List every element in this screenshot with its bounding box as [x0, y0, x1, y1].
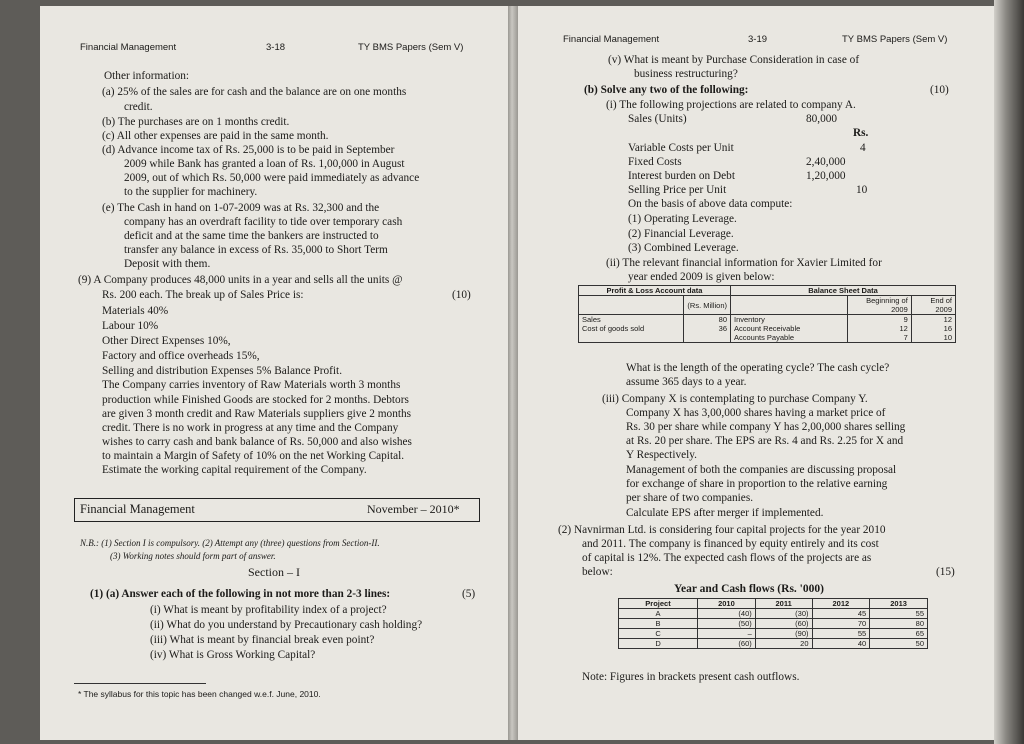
text-line: (b) Solve any two of the following: — [584, 84, 749, 96]
cashflow-cell: – — [698, 629, 756, 639]
page-header-title: Financial Management — [563, 34, 660, 45]
table-row — [619, 639, 928, 649]
page-number: 3-18 — [266, 42, 286, 53]
cashflow-header-cell: Project — [619, 599, 698, 609]
text-line: (ii) The relevant financial information for Xavier Limited for — [606, 257, 882, 269]
text-line: Selling and distribution Expenses 5% Balance Profit. — [102, 365, 343, 377]
text-line: at Rs. 20 per share. The EPS are Rs. 4 and Rs. 2.25 for X and — [626, 435, 904, 447]
cashflow-cell: B — [619, 619, 698, 629]
exam-subject: Financial Management — [80, 502, 195, 516]
text-line: (c) All other expenses are paid in the same month. — [102, 130, 329, 142]
cashflow-cell: 50 — [870, 639, 928, 649]
text-line: Factory and office overheads 15%, — [102, 350, 260, 362]
page-number: 3-19 — [748, 34, 768, 45]
table-row — [619, 619, 928, 629]
bs-value: 10 — [943, 333, 952, 342]
text-line: (2) Financial Leverage. — [628, 228, 734, 240]
page-header-series: TY BMS Papers (Sem V) — [358, 42, 464, 53]
text-line: (b) The purchases are on 1 months credit. — [102, 116, 290, 128]
text-line: Sales (Units) — [628, 113, 687, 125]
footnote: * The syllabus for this topic has been changed w.e.f. June, 2010. — [78, 689, 321, 699]
text-line: The Company carries inventory of Raw Materials worth 3 months — [102, 379, 401, 391]
text-line: (9) A Company produces 48,000 units in a year and sells all the units @ — [78, 274, 403, 286]
marks-q9: (10) — [452, 289, 471, 301]
cashflow-cell: 55 — [812, 629, 870, 639]
cashflow-cell: 80 — [870, 619, 928, 629]
text-line: credit. — [124, 101, 153, 113]
cashflow-cell: 20 — [755, 639, 812, 649]
text-line: Deposit with them. — [124, 258, 211, 270]
cashflow-table — [618, 598, 928, 649]
text-line: Materials 40% — [102, 305, 169, 317]
text-line: Labour 10% — [102, 320, 159, 332]
text-line: deficit and at the same time the bankers are instructed to — [124, 230, 379, 242]
cashflow-header-cell: 2010 — [698, 599, 756, 609]
left-page — [40, 6, 508, 740]
text-line: Rs. 30 per share while company Y has 2,00,000 shares selling — [626, 421, 906, 433]
text-line: of capital is 12%. The expected cash flows of the projects are as — [582, 552, 872, 564]
text-line: below: — [582, 566, 613, 578]
text-line: Management of both the companies are discussing proposal — [626, 464, 897, 476]
pl-item-label: Sales — [582, 315, 601, 324]
text-line: Y Respectively. — [626, 449, 698, 461]
text-line: 1,20,000 — [806, 170, 846, 182]
text-line: 80,000 — [806, 113, 838, 125]
text-line: Rs. 200 each. The break up of Sales Price is: — [102, 289, 304, 301]
bs-value: 16 — [943, 324, 952, 333]
text-line: production while Finished Goods are stocked for 2 months. Debtors — [102, 394, 409, 406]
cashflow-cell: 70 — [812, 619, 870, 629]
bs-value: 12 — [943, 315, 952, 324]
cashflow-cell: (60) — [698, 639, 756, 649]
bs-value: 7 — [903, 333, 908, 342]
text-line: Rs. — [853, 127, 869, 139]
text-line: Fixed Costs — [628, 156, 682, 168]
pl-item-label: Cost of goods sold — [582, 324, 645, 333]
text-line: 10 — [856, 184, 868, 196]
text-line: 4 — [860, 142, 866, 154]
cashflow-header-cell: 2013 — [870, 599, 928, 609]
table-row — [619, 629, 928, 639]
text-line: On the basis of above data compute: — [628, 198, 793, 210]
table-row — [619, 609, 928, 619]
cashflow-cell: (40) — [698, 609, 756, 619]
exam-title-box — [74, 498, 480, 522]
text-line: for exchange of share in proportion to the relative earning — [626, 478, 888, 490]
page-header-title: Financial Management — [80, 42, 177, 53]
text-line: What is the length of the operating cycle? The cash cycle? — [626, 362, 890, 374]
text-line: company has an overdraft facility to tide over temporary cash — [124, 216, 403, 228]
text-line: (i) What is meant by profitability index of a project? — [150, 604, 387, 616]
marks-q1b: (10) — [930, 84, 949, 96]
marks-q2: (15) — [936, 566, 955, 578]
xavier-financial-table — [578, 285, 956, 343]
text-line: 2,40,000 — [806, 156, 846, 168]
text-line: assume 365 days to a year. — [626, 376, 747, 388]
text-line: Variable Costs per Unit — [628, 142, 734, 154]
text-line: 2009, out of which Rs. 50,000 were paid immediately as advance — [124, 172, 420, 184]
text-line: credit. There is no work in progress at any time and the Company — [102, 422, 399, 434]
bs-item-label: Inventory — [734, 315, 765, 324]
text-line: business restructuring? — [634, 68, 738, 80]
text-line: year ended 2009 is given below: — [628, 271, 775, 283]
section-heading: Section – I — [248, 565, 300, 579]
bs-value: 9 — [903, 315, 908, 324]
text-line: wishes to carry cash and bank balance of Rs. 50,000 and also wishes — [102, 436, 412, 448]
text-line: are given 3 month credit and Raw Materials suppliers give 2 months — [102, 408, 412, 420]
text-line: (iii) What is meant by financial break even point? — [150, 634, 375, 646]
pl-item — [579, 315, 684, 343]
text-line: to maintain a Margin of Safety of 10% on the net Working Capital. — [102, 450, 405, 462]
cashflow-cell: 40 — [812, 639, 870, 649]
cashflow-cell: D — [619, 639, 698, 649]
book-edge — [994, 0, 1024, 744]
text-line: Selling Price per Unit — [628, 184, 727, 196]
exam-instructions-1: N.B.: (1) Section I is compulsory. (2) Attempt any (three) questions from Section-II. — [80, 538, 380, 548]
text-line: Calculate EPS after merger if implemented. — [626, 507, 824, 519]
pl-header: Profit & Loss Account data — [579, 286, 731, 296]
pl-value: 36 — [718, 324, 727, 333]
cashflow-header-cell: 2011 — [755, 599, 812, 609]
cashflow-cell: (90) — [755, 629, 812, 639]
unit-label: (Rs. Million) — [684, 296, 731, 315]
text-line: to the supplier for machinery. — [124, 186, 258, 198]
pl-value: 80 — [718, 315, 727, 324]
text-line: (e) The Cash in hand on 1-07-2009 was at Rs. 32,300 and the — [102, 202, 380, 214]
text-line: (iii) Company X is contemplating to purchase Company Y. — [602, 393, 868, 405]
text-line: Note: Figures in brackets present cash outflows. — [582, 671, 800, 683]
text-line: (ii) What do you understand by Precautionary cash holding? — [150, 619, 423, 631]
text-line: per share of two companies. — [626, 492, 754, 504]
page-header-series: TY BMS Papers (Sem V) — [842, 34, 948, 45]
text-line: Other Direct Expenses 10%, — [102, 335, 231, 347]
cashflow-cell: (50) — [698, 619, 756, 629]
col-end: End of 2009 — [911, 296, 955, 315]
exam-session: November – 2010* — [367, 502, 460, 516]
cashflow-cell: A — [619, 609, 698, 619]
footnote-rule — [74, 683, 206, 684]
text-line: Company X has 3,00,000 shares having a market price of — [626, 407, 886, 419]
book-gutter — [508, 6, 518, 740]
bs-items — [731, 315, 848, 343]
text-line: (d) Advance income tax of Rs. 25,000 is to be paid in September — [102, 144, 395, 156]
text-line: and 2011. The company is financed by equity entirely and its cost — [582, 538, 879, 550]
text-line: (3) Combined Leverage. — [628, 242, 739, 254]
cashflow-cell: (30) — [755, 609, 812, 619]
marks-q1a: (5) — [462, 588, 476, 600]
cashflow-cell: (60) — [755, 619, 812, 629]
text-line: (a) 25% of the sales are for cash and the balance are on one months — [102, 86, 407, 98]
text-line: (1) Operating Leverage. — [628, 213, 737, 225]
text-line: (2) Navnirman Ltd. is considering four capital projects for the year 2010 — [558, 524, 886, 536]
cashflow-cell: C — [619, 629, 698, 639]
bs-value: 12 — [899, 324, 908, 333]
text-line: Estimate the working capital requirement of the Company. — [102, 464, 367, 476]
text-line: (iv) What is Gross Working Capital? — [150, 649, 316, 661]
bs-header: Balance Sheet Data — [731, 286, 956, 296]
pl-values — [684, 315, 731, 343]
text-line: 2009 while Bank has granted a loan of Rs. 1,00,000 in August — [124, 158, 405, 170]
cashflow-header-cell: 2012 — [812, 599, 870, 609]
right-page — [518, 6, 994, 740]
text-line: transfer any balance in excess of Rs. 35,000 to Short Term — [124, 244, 388, 256]
bs-item-label: Accounts Payable — [734, 333, 795, 342]
cashflow-cell: 55 — [870, 609, 928, 619]
bs-end-values — [911, 315, 955, 343]
cashflow-table-title: Year and Cash flows (Rs. '000) — [674, 583, 824, 595]
text-line: Other information: — [104, 70, 190, 82]
cashflow-cell: 45 — [812, 609, 870, 619]
text-line: (v) What is meant by Purchase Consideration in case of — [608, 54, 860, 66]
text-line: (1) (a) Answer each of the following in not more than 2-3 lines: — [90, 588, 391, 600]
exam-instructions-2: (3) Working notes should form part of answer. — [110, 551, 276, 561]
bs-begin-values — [848, 315, 912, 343]
bs-item-label: Account Receivable — [734, 324, 801, 333]
text-line: Interest burden on Debt — [628, 170, 735, 182]
text-line: (i) The following projections are related to company A. — [606, 99, 856, 111]
col-beginning: Beginning of 2009 — [848, 296, 912, 315]
cashflow-cell: 65 — [870, 629, 928, 639]
